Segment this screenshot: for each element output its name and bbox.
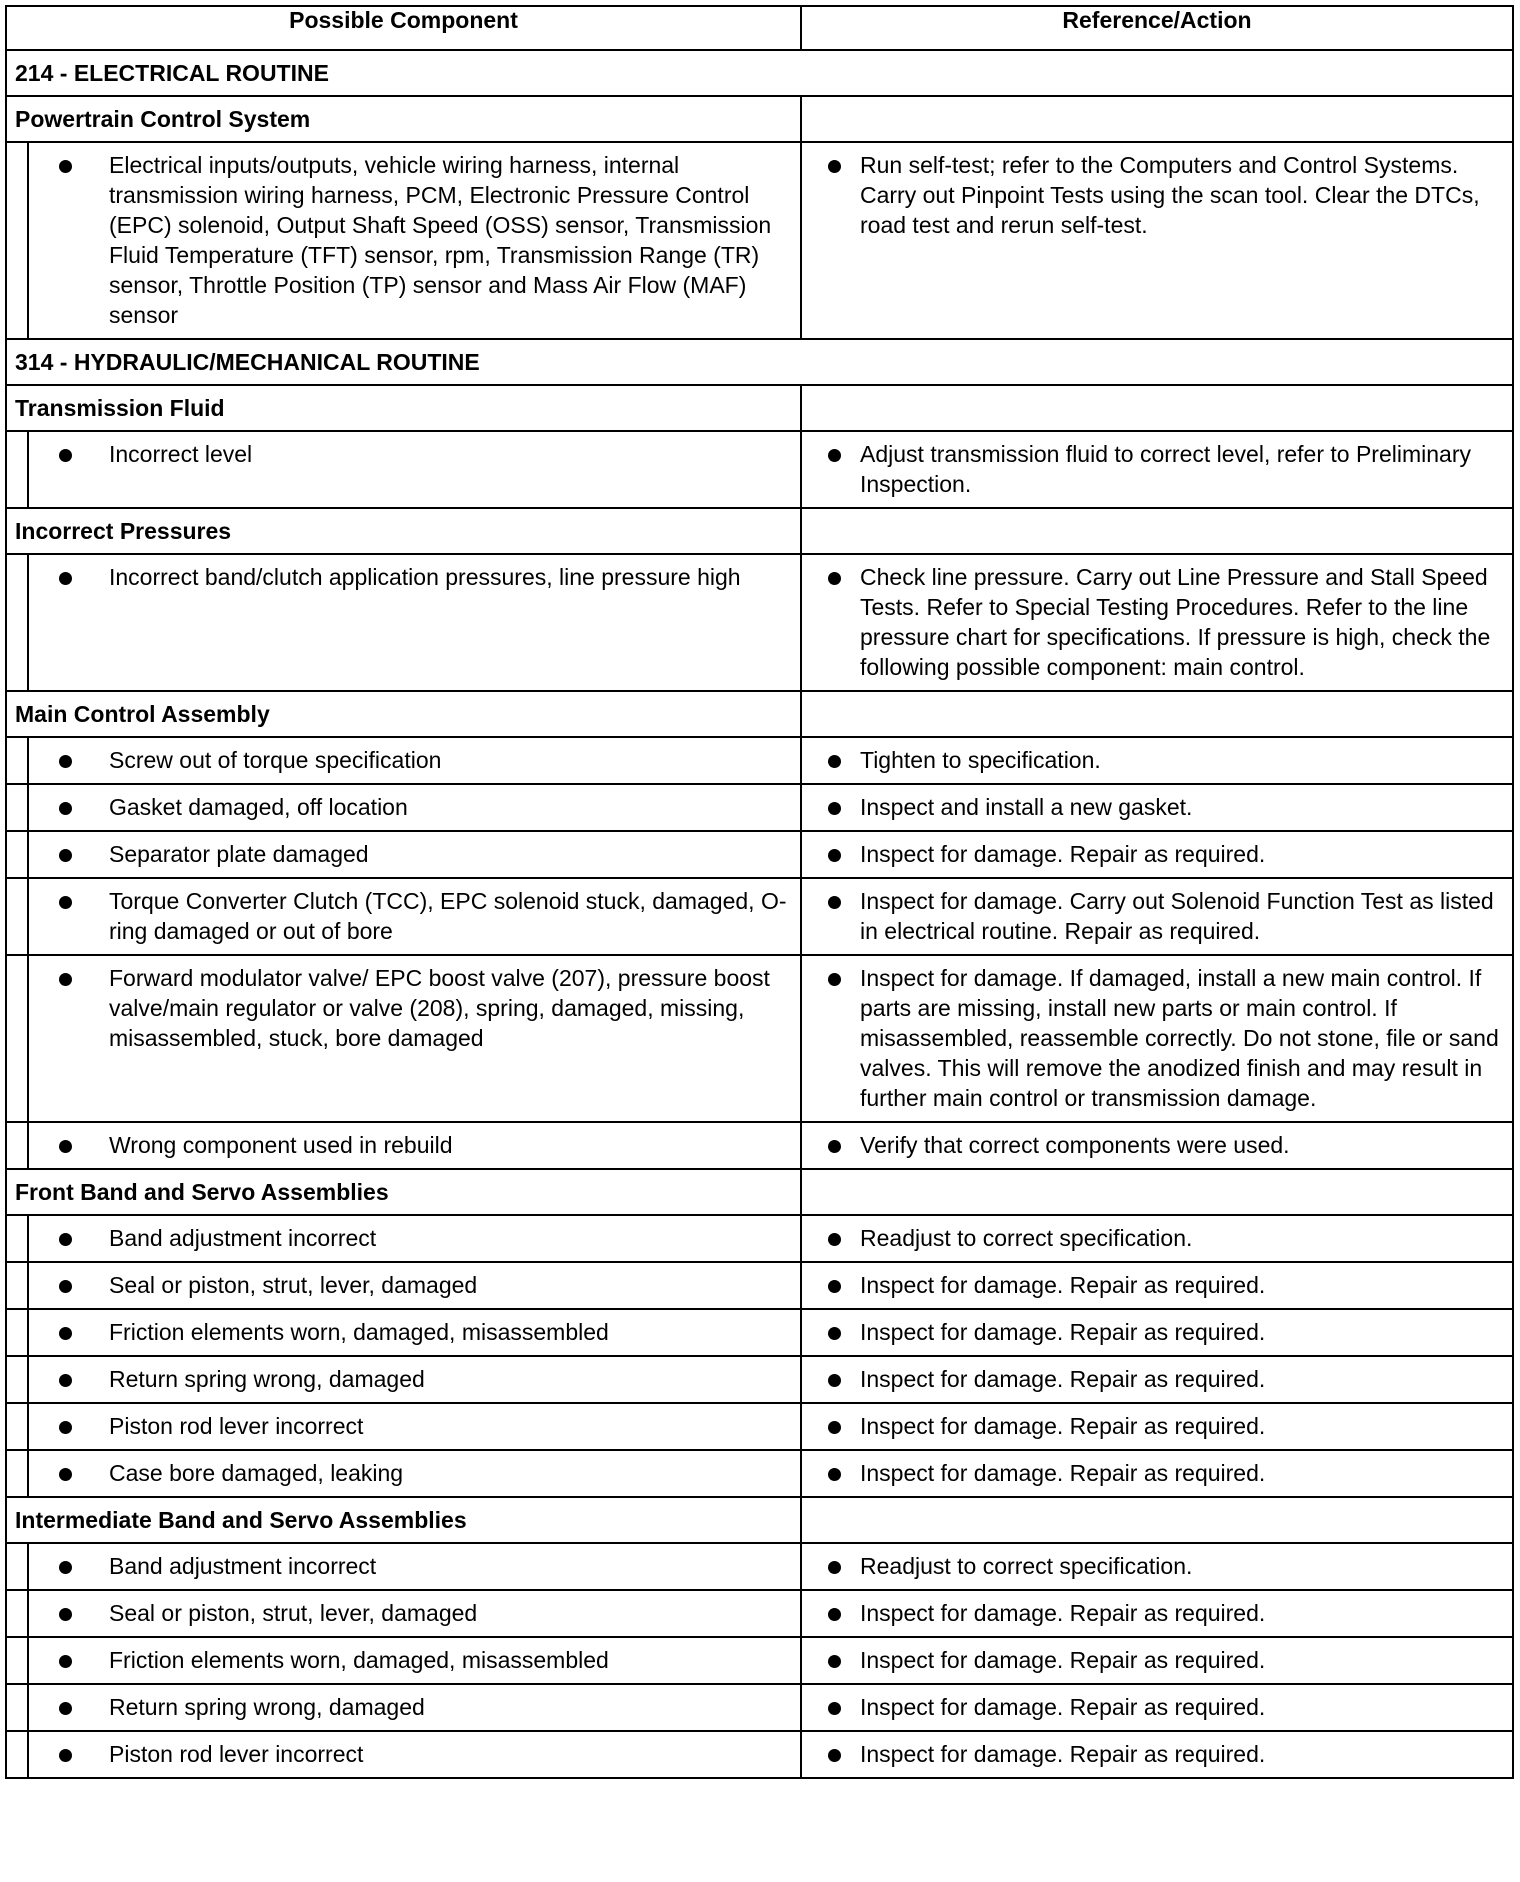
component-text: Case bore damaged, leaking: [29, 1451, 800, 1496]
reference-cell: [801, 1637, 1513, 1684]
reference-text: Inspect for damage. Repair as required.: [802, 1357, 1512, 1402]
reference-text: Inspect for damage. If damaged, install a new main control. If parts are missing, install new parts or main control. If misassembled, reassemble correctly. Do not stone, file or sand valves. This will remove the anodized finish and may result in further main control or transmission damage.: [802, 956, 1512, 1121]
component-text: Return spring wrong, damaged: [29, 1357, 800, 1402]
table-row: [6, 1309, 1513, 1356]
reference-text: Run self-test; refer to the Computers and Control Systems. Carry out Pinpoint Tests using the scan tool. Clear the DTCs, road test and rerun self-test.: [802, 143, 1512, 248]
table-row: [6, 1403, 1513, 1450]
component-text: Electrical inputs/outputs, vehicle wiring harness, internal transmission wiring harness, PCM, Electronic Pressure Control (EPC) solenoid, Output Shaft Speed (OSS) sensor, Transmission Fluid Temperature (TFT) sensor, rpm, Transmission Range (TR) sensor, Throttle Position (TP) sensor and Mass Air Flow (MAF) sensor: [29, 143, 800, 338]
table-header-row: [6, 6, 1513, 50]
indent-cell: [6, 1309, 28, 1356]
component-text: Return spring wrong, damaged: [29, 1685, 800, 1730]
table-row: [6, 431, 1513, 508]
component-text: Seal or piston, strut, lever, damaged: [29, 1591, 800, 1636]
component-cell: [28, 878, 801, 955]
component-cell: [28, 554, 801, 691]
category-row: [6, 385, 1513, 431]
reference-cell: [801, 142, 1513, 339]
reference-text: Inspect for damage. Repair as required.: [802, 832, 1512, 877]
reference-text: Inspect for damage. Repair as required.: [802, 1591, 1512, 1636]
reference-text: Inspect for damage. Repair as required.: [802, 1638, 1512, 1683]
reference-cell: [801, 1403, 1513, 1450]
section-title: 214 - ELECTRICAL ROUTINE: [6, 50, 1513, 96]
reference-cell: [801, 431, 1513, 508]
component-cell: [28, 431, 801, 508]
indent-cell: [6, 1543, 28, 1590]
component-cell: [28, 1403, 801, 1450]
category-row: [6, 96, 1513, 142]
reference-cell: [801, 1309, 1513, 1356]
component-text: Piston rod lever incorrect: [29, 1732, 800, 1777]
component-cell: [28, 1637, 801, 1684]
category-title: Intermediate Band and Servo Assemblies: [6, 1497, 801, 1543]
reference-text: Adjust transmission fluid to correct level, refer to Preliminary Inspection.: [802, 432, 1512, 507]
reference-cell: [801, 1731, 1513, 1778]
component-cell: [28, 1543, 801, 1590]
component-cell: [28, 1731, 801, 1778]
category-row: [6, 1169, 1513, 1215]
reference-cell: [801, 1356, 1513, 1403]
table-row: [6, 955, 1513, 1122]
category-reference-blank: [801, 385, 1513, 431]
component-text: Seal or piston, strut, lever, damaged: [29, 1263, 800, 1308]
component-text: Screw out of torque specification: [29, 738, 800, 783]
component-cell: [28, 1262, 801, 1309]
category-reference-blank: [801, 96, 1513, 142]
header-reference-action: Reference/Action: [801, 6, 1513, 50]
component-cell: [28, 142, 801, 339]
reference-text: Readjust to correct specification.: [802, 1216, 1512, 1261]
component-cell: [28, 1590, 801, 1637]
indent-cell: [6, 1590, 28, 1637]
reference-text: Inspect for damage. Repair as required.: [802, 1685, 1512, 1730]
reference-cell: [801, 1684, 1513, 1731]
reference-cell: [801, 1590, 1513, 1637]
indent-cell: [6, 1356, 28, 1403]
indent-cell: [6, 1637, 28, 1684]
category-reference-blank: [801, 508, 1513, 554]
reference-cell: [801, 784, 1513, 831]
section-row: [6, 50, 1513, 96]
component-text: Wrong component used in rebuild: [29, 1123, 800, 1168]
reference-text: Inspect and install a new gasket.: [802, 785, 1512, 830]
table-row: [6, 1262, 1513, 1309]
component-text: Incorrect band/clutch application pressures, line pressure high: [29, 555, 800, 600]
component-text: Piston rod lever incorrect: [29, 1404, 800, 1449]
indent-cell: [6, 1450, 28, 1497]
indent-cell: [6, 1215, 28, 1262]
indent-cell: [6, 554, 28, 691]
section-title: 314 - HYDRAULIC/MECHANICAL ROUTINE: [6, 339, 1513, 385]
table-row: [6, 554, 1513, 691]
component-cell: [28, 1122, 801, 1169]
reference-cell: [801, 878, 1513, 955]
table-row: [6, 784, 1513, 831]
indent-cell: [6, 737, 28, 784]
table-row: [6, 142, 1513, 339]
component-text: Forward modulator valve/ EPC boost valve (207), pressure boost valve/main regulator or valve (208), spring, damaged, missing, misassembled, stuck, bore damaged: [29, 956, 800, 1061]
table-row: [6, 1122, 1513, 1169]
reference-text: Inspect for damage. Repair as required.: [802, 1451, 1512, 1496]
component-text: Incorrect level: [29, 432, 800, 477]
component-cell: [28, 831, 801, 878]
component-cell: [28, 784, 801, 831]
component-cell: [28, 955, 801, 1122]
table-row: [6, 1590, 1513, 1637]
table-row: [6, 831, 1513, 878]
indent-cell: [6, 431, 28, 508]
indent-cell: [6, 1684, 28, 1731]
component-text: Band adjustment incorrect: [29, 1544, 800, 1589]
component-text: Band adjustment incorrect: [29, 1216, 800, 1261]
header-possible-component: Possible Component: [6, 6, 801, 50]
indent-cell: [6, 142, 28, 339]
component-cell: [28, 1450, 801, 1497]
category-title: Incorrect Pressures: [6, 508, 801, 554]
table-row: [6, 737, 1513, 784]
table-row: [6, 1215, 1513, 1262]
reference-cell: [801, 955, 1513, 1122]
diagnosis-table: [5, 5, 1514, 1779]
indent-cell: [6, 878, 28, 955]
component-text: Friction elements worn, damaged, misassembled: [29, 1638, 800, 1683]
reference-cell: [801, 1215, 1513, 1262]
indent-cell: [6, 955, 28, 1122]
table-row: [6, 1637, 1513, 1684]
section-row: [6, 339, 1513, 385]
component-text: Torque Converter Clutch (TCC), EPC solenoid stuck, damaged, O-ring damaged or out of bore: [29, 879, 800, 954]
table-row: [6, 1731, 1513, 1778]
reference-text: Inspect for damage. Repair as required.: [802, 1732, 1512, 1777]
component-cell: [28, 1684, 801, 1731]
category-title: Powertrain Control System: [6, 96, 801, 142]
indent-cell: [6, 1262, 28, 1309]
table-row: [6, 1543, 1513, 1590]
reference-text: Inspect for damage. Repair as required.: [802, 1310, 1512, 1355]
reference-text: Check line pressure. Carry out Line Pressure and Stall Speed Tests. Refer to Special Testing Procedures. Refer to the line pressure chart for specifications. If pressure is high, check the following possible component: main control.: [802, 555, 1512, 690]
reference-text: Tighten to specification.: [802, 738, 1512, 783]
component-text: Friction elements worn, damaged, misassembled: [29, 1310, 800, 1355]
category-title: Main Control Assembly: [6, 691, 801, 737]
reference-cell: [801, 1450, 1513, 1497]
category-title: Front Band and Servo Assemblies: [6, 1169, 801, 1215]
reference-cell: [801, 831, 1513, 878]
reference-cell: [801, 554, 1513, 691]
table-body: [6, 50, 1513, 1778]
table-row: [6, 1450, 1513, 1497]
component-cell: [28, 1215, 801, 1262]
reference-text: Inspect for damage. Repair as required.: [802, 1263, 1512, 1308]
indent-cell: [6, 1403, 28, 1450]
reference-cell: [801, 737, 1513, 784]
reference-text: Readjust to correct specification.: [802, 1544, 1512, 1589]
indent-cell: [6, 784, 28, 831]
component-text: Separator plate damaged: [29, 832, 800, 877]
indent-cell: [6, 831, 28, 878]
reference-text: Inspect for damage. Carry out Solenoid Function Test as listed in electrical routine. Repair as required.: [802, 879, 1512, 954]
category-row: [6, 1497, 1513, 1543]
reference-cell: [801, 1543, 1513, 1590]
category-row: [6, 508, 1513, 554]
component-text: Gasket damaged, off location: [29, 785, 800, 830]
table-row: [6, 1684, 1513, 1731]
reference-cell: [801, 1262, 1513, 1309]
category-reference-blank: [801, 1169, 1513, 1215]
category-row: [6, 691, 1513, 737]
component-cell: [28, 1356, 801, 1403]
component-cell: [28, 737, 801, 784]
reference-cell: [801, 1122, 1513, 1169]
category-reference-blank: [801, 691, 1513, 737]
indent-cell: [6, 1731, 28, 1778]
table-row: [6, 1356, 1513, 1403]
table-row: [6, 878, 1513, 955]
component-cell: [28, 1309, 801, 1356]
indent-cell: [6, 1122, 28, 1169]
category-reference-blank: [801, 1497, 1513, 1543]
category-title: Transmission Fluid: [6, 385, 801, 431]
reference-text: Verify that correct components were used.: [802, 1123, 1512, 1168]
reference-text: Inspect for damage. Repair as required.: [802, 1404, 1512, 1449]
